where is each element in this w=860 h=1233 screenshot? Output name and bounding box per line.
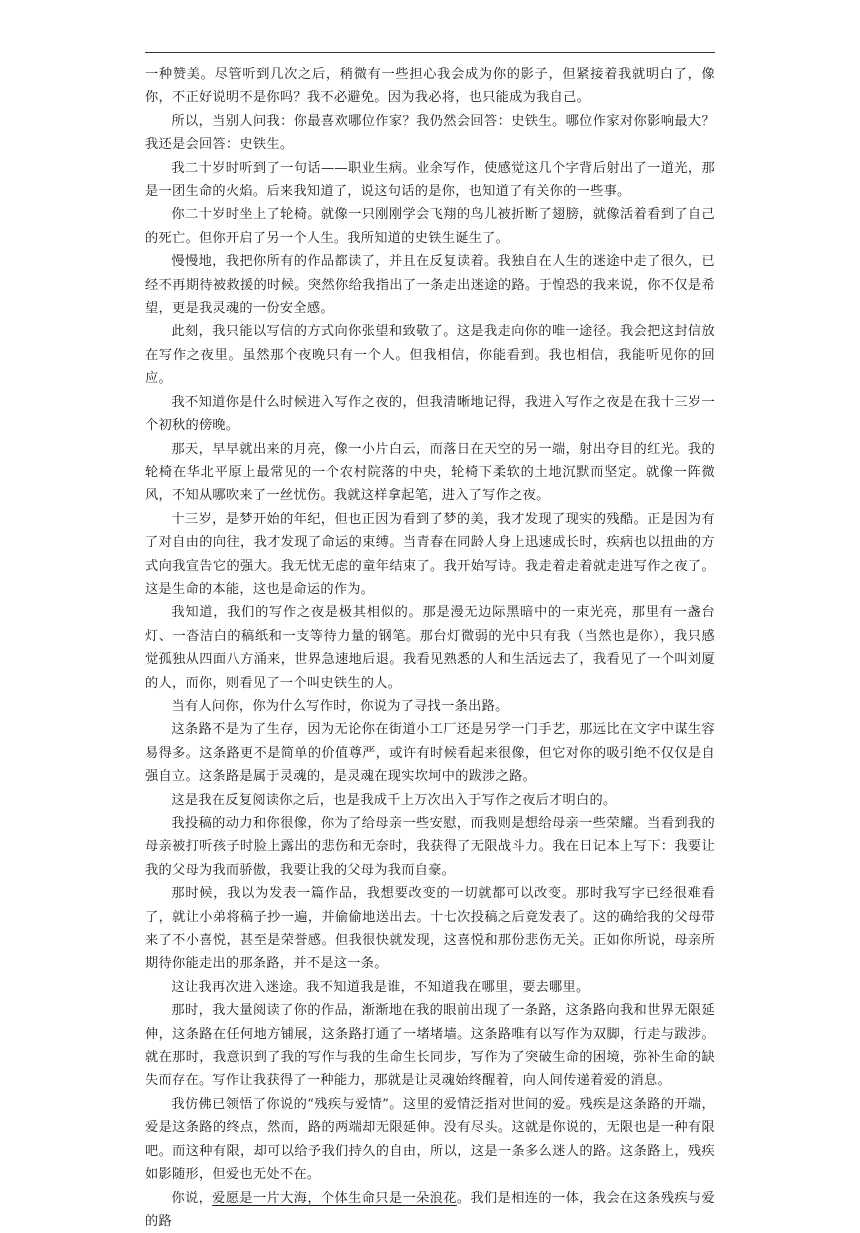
- paragraph-9: 十三岁，是梦开始的年纪，但也正因为看到了梦的美，我才发现了现实的残酷。正是因为有了对自由的向往，我才发现了命运的束缚。当青春在同龄人身上迅速成长时，疾病也以扭曲的方式向我宣告它的强大。我无忧无虑的童年结束了。我开始写诗。我走着走着就走进写作之夜了。这是生命的本能，这也是命运的作为。: [145, 508, 715, 602]
- paragraph-13: 这是我在反复阅读你之后，也是我成千上万次出入于写作之夜后才明白的。: [145, 789, 715, 812]
- paragraph-15: 那时候，我以为发表一篇作品，我想要改变的一切就都可以改变。那时我写字已经很难看了，就让小弟将稿子抄一遍，并偷偷地送出去。十七次投稿之后竟发表了。这的确给我的父母带来了不小喜悦，甚至是荣誉感。但我很快就发现，这喜悦和那份悲伤无关。正如你所说，母亲所期待你能走出的那条路，并不是这一条。: [145, 882, 715, 976]
- paragraph-5: 慢慢地，我把你所有的作品都读了，并且在反复读着。我独自在人生的迷途中走了很久，已经不再期待被救援的时候。突然你给我指出了一条走出迷途的路。于惶恐的我来说，你不仅是希望，更是我灵魂的一份安全感。: [145, 250, 715, 320]
- underlined-phrase: 爱愿是一片大海，个体生命只是一朵浪花: [212, 1191, 457, 1206]
- article-body: [145, 63, 715, 1233]
- paragraph-12: 这条路不是为了生存，因为无论你在街道小工厂还是另学一门手艺，那远比在文字中谋生容易得多。这条路更不是简单的价值尊严，或许有时候看起来很像，但它对你的吸引绝不仅仅是自强自立。这条路是属于灵魂的，是灵魂在现实坎坷中的跋涉之路。: [145, 718, 715, 788]
- paragraph-8: 那天，早早就出来的月亮，像一小片白云，而落日在天空的另一端，射出夺目的红光。我的轮椅在华北平原上最常见的一个农村院落的中央，轮椅下柔软的土地沉默而坚定。就像一阵微风，不知从哪吹来了一丝忧伤。我就这样拿起笔，进入了写作之夜。: [145, 438, 715, 508]
- paragraph-2: 所以，当别人问我：你最喜欢哪位作家？我仍然会回答：史铁生。哪位作家对你影响最大？我还是会回答：史铁生。: [145, 110, 715, 157]
- paragraph-6: 此刻，我只能以写信的方式向你张望和致敬了。这是我走向你的唯一途径。我会把这封信放在写作之夜里。虽然那个夜晚只有一个人。但我相信，你能看到。我也相信，我能听见你的回应。: [145, 320, 715, 390]
- paragraph-16: 这让我再次进入迷途。我不知道我是谁，不知道我在哪里，要去哪里。: [145, 976, 715, 999]
- paragraph-19-tail: 。我们是相连的一体，我会在这条残疾与爱的路: [145, 1191, 715, 1229]
- paragraph-1: 一种赞美。尽管听到几次之后，稍微有一些担心我会成为你的影子，但紧接着我就明白了，像你，不正好说明不是你吗？我不必避免。因为我必将，也只能成为我自己。: [145, 63, 715, 110]
- paragraph-17: 那时，我大量阅读了你的作品，渐渐地在我的眼前出现了一条路，这条路向我和世界无限延伸，这条路在任何地方铺展，这条路打通了一堵堵墙。这条路唯有以写作为双脚，行走与跋涉。就在那时，我意识到了我的写作与我的生命生长同步，写作为了突破生命的困境，弥补生命的缺失而存在。写作让我获得了一种能力，那就是让灵魂始终醒着，向人间传递着爱的消息。: [145, 999, 715, 1093]
- paragraph-3: 我二十岁时听到了一句话——职业生病。业余写作，使感觉这几个字背后射出了一道光，那是一团生命的火焰。后来我知道了，说这句话的是你，也知道了有关你的一些事。: [145, 157, 715, 204]
- paragraph-19: [145, 1187, 715, 1233]
- paragraph-19-lead: 你说，: [171, 1191, 212, 1206]
- header-rule: [145, 52, 715, 53]
- paragraph-10: 我知道，我们的写作之夜是极其相似的。那是漫无边际黑暗中的一束光亮，那里有一盏台灯、一沓洁白的稿纸和一支等待力量的钢笔。那台灯微弱的光中只有我（当然也是你），我只感觉孤独从四面八方涌来，世界急速地后退。我看见熟悉的人和生活远去了，我看见了一个叫刘厦的人，而你，则看见了一个叫史铁生的人。: [145, 601, 715, 695]
- paragraph-14: 我投稿的动力和你很像，你为了给母亲一些安慰，而我则是想给母亲一些荣耀。当看到我的母亲被打听孩子时脸上露出的悲伤和无奈时，我获得了无限战斗力。我在日记本上写下：我要让我的父母为我而骄傲，我要让我的父母为我而自豪。: [145, 812, 715, 882]
- paragraph-18: 我仿佛已领悟了你说的“残疾与爱情”。这里的爱情泛指对世间的爱。残疾是这条路的开端，爱是这条路的终点，然而，路的两端却无限延伸。没有尽头。这就是你说的，无限也是一种有限吧。而这种有限，却可以给予我们持久的自由，所以，这是一条多么迷人的路。这条路上，残疾如影随形，但爱也无处不在。: [145, 1093, 715, 1187]
- paragraph-7: 我不知道你是什么时候进入写作之夜的，但我清晰地记得，我进入写作之夜是在我十三岁一个初秋的傍晚。: [145, 391, 715, 438]
- paragraph-4: 你二十岁时坐上了轮椅。就像一只刚刚学会飞翔的鸟儿被折断了翅膀，就像活着看到了自己的死亡。但你开启了另一个人生。我所知道的史铁生诞生了。: [145, 203, 715, 250]
- paragraph-11: 当有人问你，你为什么写作时，你说为了寻找一条出路。: [145, 695, 715, 718]
